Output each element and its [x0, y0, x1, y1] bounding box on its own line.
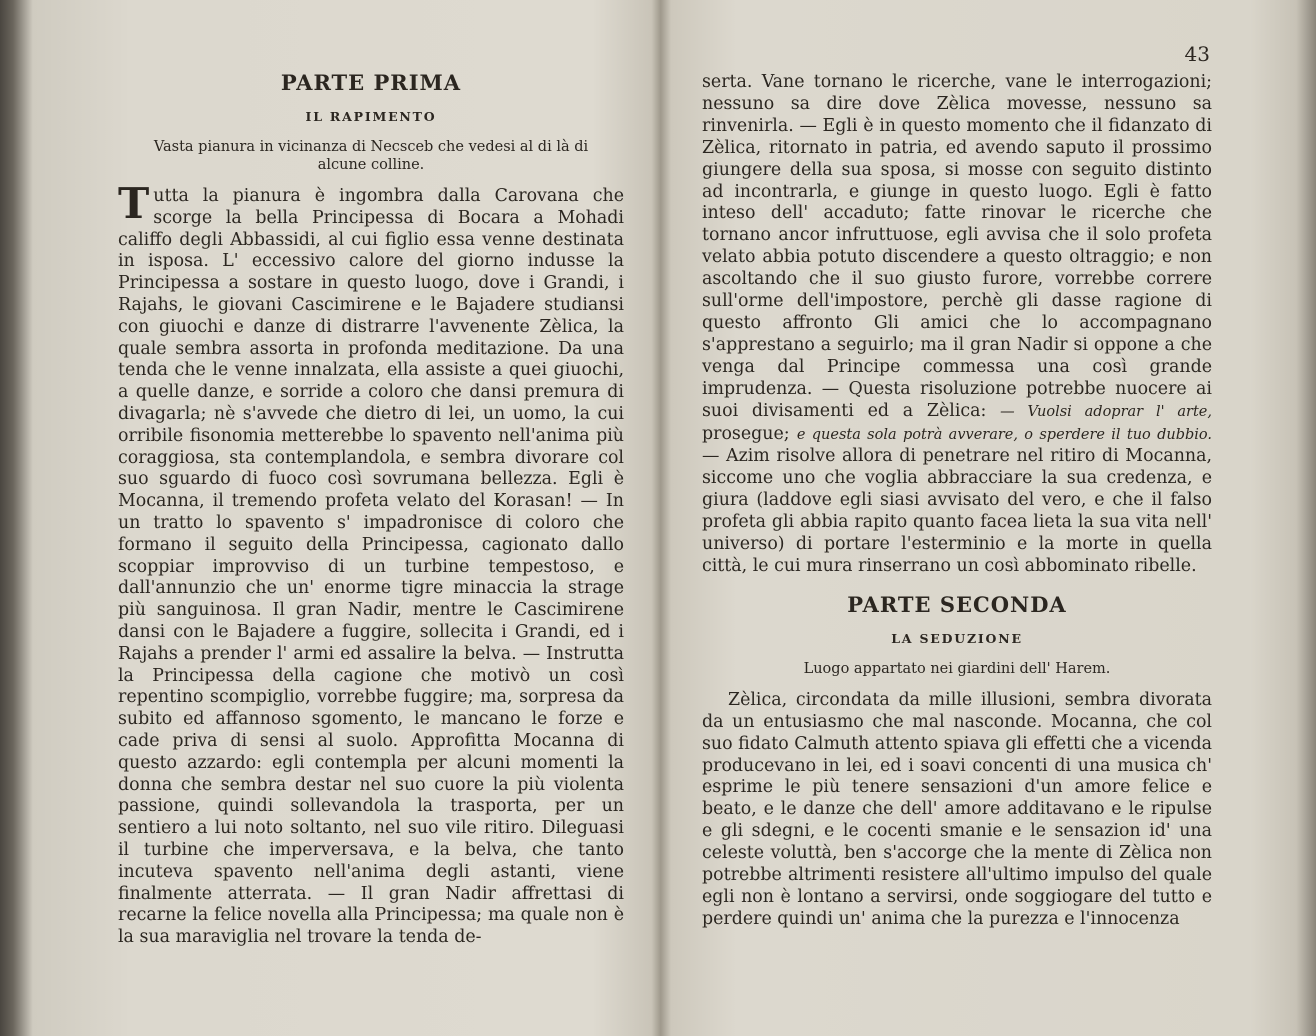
scene-description: Vasta pianura in vicinanza di Necsceb che vedesi al di là di alcune colline.	[153, 139, 589, 173]
part-title-prima: PARTE PRIMA	[280, 70, 462, 95]
part-title-seconda: PARTE SECONDA	[847, 591, 1067, 617]
italic-quote-1: — Vuolsi adoprar l' arte,	[1000, 403, 1212, 420]
left-page	[16, 0, 658, 1036]
body-end: — Azim risolve allora di penetrare nel ritiro di Mocanna, siccome uno che voglia abbracciare la sua credenza, e giura (laddove egli siasi avvisato del vero, e che il falso profeta gli abbia rapito quanto facea lieta la sua vita nell' universo) di portare l'esterminio e la morte in quella città, le cui mura rinserrano un così abbominato ribelle.	[702, 446, 1212, 576]
body-mid: prosegue;	[702, 423, 790, 444]
italic-quote-2: e questa sola potrà avverare, o sperdere il tuo dubbio.	[796, 426, 1212, 443]
chapter-title-seduzione: LA SEDUZIONE	[891, 630, 1023, 646]
body-paragraph-2: Zèlica, circondata da mille illusioni, sembra divorata da un entusiasmo che mal nasconde. Mocanna, che col suo fidato Calmuth attento spiava gli effetti che a vicenda producevano in lei, ed i soavi concenti di una musica ch' esprime le più tenere sensazioni d'un amore felice e beato, e le danze che dell' amore additavano e le ripulse e gli sdegni, e le cocenti smanie e le sensazion id' una celeste voluttà, ben s'accorge che la mente di Zèlica non potrebbe altrimenti resistere all'ultimo impulso del quale egli non è lontano a servirsi, onde soggiogare del tutto e perdere quindi un' anima che la purezza e l'innocenza	[702, 689, 1212, 929]
right-text-column	[702, 72, 1212, 931]
drop-cap: T	[118, 179, 150, 228]
chapter-title-rapimento: IL RAPIMENTO	[305, 109, 437, 124]
continued-paragraph	[702, 72, 1212, 578]
page-number: 43	[1184, 42, 1210, 66]
left-text-column	[118, 70, 624, 949]
body-start: serta. Vane tornano le ricerche, vane le interrogazioni; nessuno sa dire dove Zèlica movesse, nessuno sa rinvenirla. — Egli è in questo momento che il fidanzato di Zèlica, ritornato in patria, ed avendo saputo il prossimo giungere della sua sposa, si mosse con seguito distinto ad incontrarla, e giunge in questo luogo. Egli è fatto inteso dell' accaduto; fatte rinovar le ricerche che tornano ancor infruttuose, egli avvisa che il solo profeta velato abbia potuto discendere a questo oltraggio; e non ascoltando che il suo giusto furore, vorrebbe correre sull'orme dell'impostore, perchè gli dasse ragione di questo affronto Gli amici che lo accompagnano s'apprestano a seguirlo; ma il gran Nadir si oppone a che venga dal Principe commessa una così grande imprudenza. — Questa risoluzione potrebbe nuocere ai suoi divisamenti ed a Zèlica:	[702, 72, 1212, 421]
body-paragraph	[118, 179, 624, 949]
body-text: utta la pianura è ingombra dalla Carovana che scorge la bella Principessa di Bocara a Mohadi califfo degli Abbassidi, al cui figlio essa venne destinata in isposa. L' eccessivo calore del giorno indusse la Principessa a sostare in questo luogo, dove i Grandi, i Rajahs, le giovani Cascimirene e le Bajadere studiansi con giuochi e danze di distrarre l'avvenente Zèlica, la quale sembra assorta in profonda meditazione. Da una tenda che le venne innalzata, ella assiste a quei giuochi, a quelle danze, e sorride a coloro che dansi premura di divagarla; nè s'avvede che dietro di lei, un uomo, la cui orribile fisonomia metterebbe lo spavento nell'anima più coraggiosa, sta contemplandola, e sembra divorare col suo sguardo di fuoco così sovrumana bellezza. Egli è Mocanna, il tremendo profeta velato del Korasan! — In un tratto lo spavento s' impadronisce di coloro che formano il seguito della Principessa, cagionato dallo scoppiar improvviso di un turbine tempestoso, e dall'annunzio che un' enorme tigre minaccia la strage più sanguinosa. Il gran Nadir, mentre le Cascimirene dansi con le Bajadere a fuggire, sollecita i Grandi, ed i Rajahs a prender l' armi ed assalire la belva. — Instrutta la Principessa della cagione che motivò un così repentino scompiglio, vorrebbe fuggire; ma, sorpresa da subito ed affannoso sgomento, le mancano le forze e cade priva di sensi al suolo. Approfitta Mocanna di questo azzardo: egli contempla per alcuni momenti la donna che sembra destar nel suo cuore la più violenta passione, quindi sollevandola la trasporta, per un sentiero a lui noto soltanto, nel suo vile ritiro. Dileguasi il turbine che imperversava, e la belva, che tanto incuteva spavento nell'anima degli astanti, viene finalmente atterrata. — Il gran Nadir affrettasi di recarne la felice novella alla Principessa; ma quale non è la sua maraviglia nel trovare la tenda de-	[118, 186, 624, 948]
scene-description-2: Luogo appartato nei giardini dell' Harem.	[803, 660, 1111, 677]
right-page	[668, 0, 1308, 1036]
